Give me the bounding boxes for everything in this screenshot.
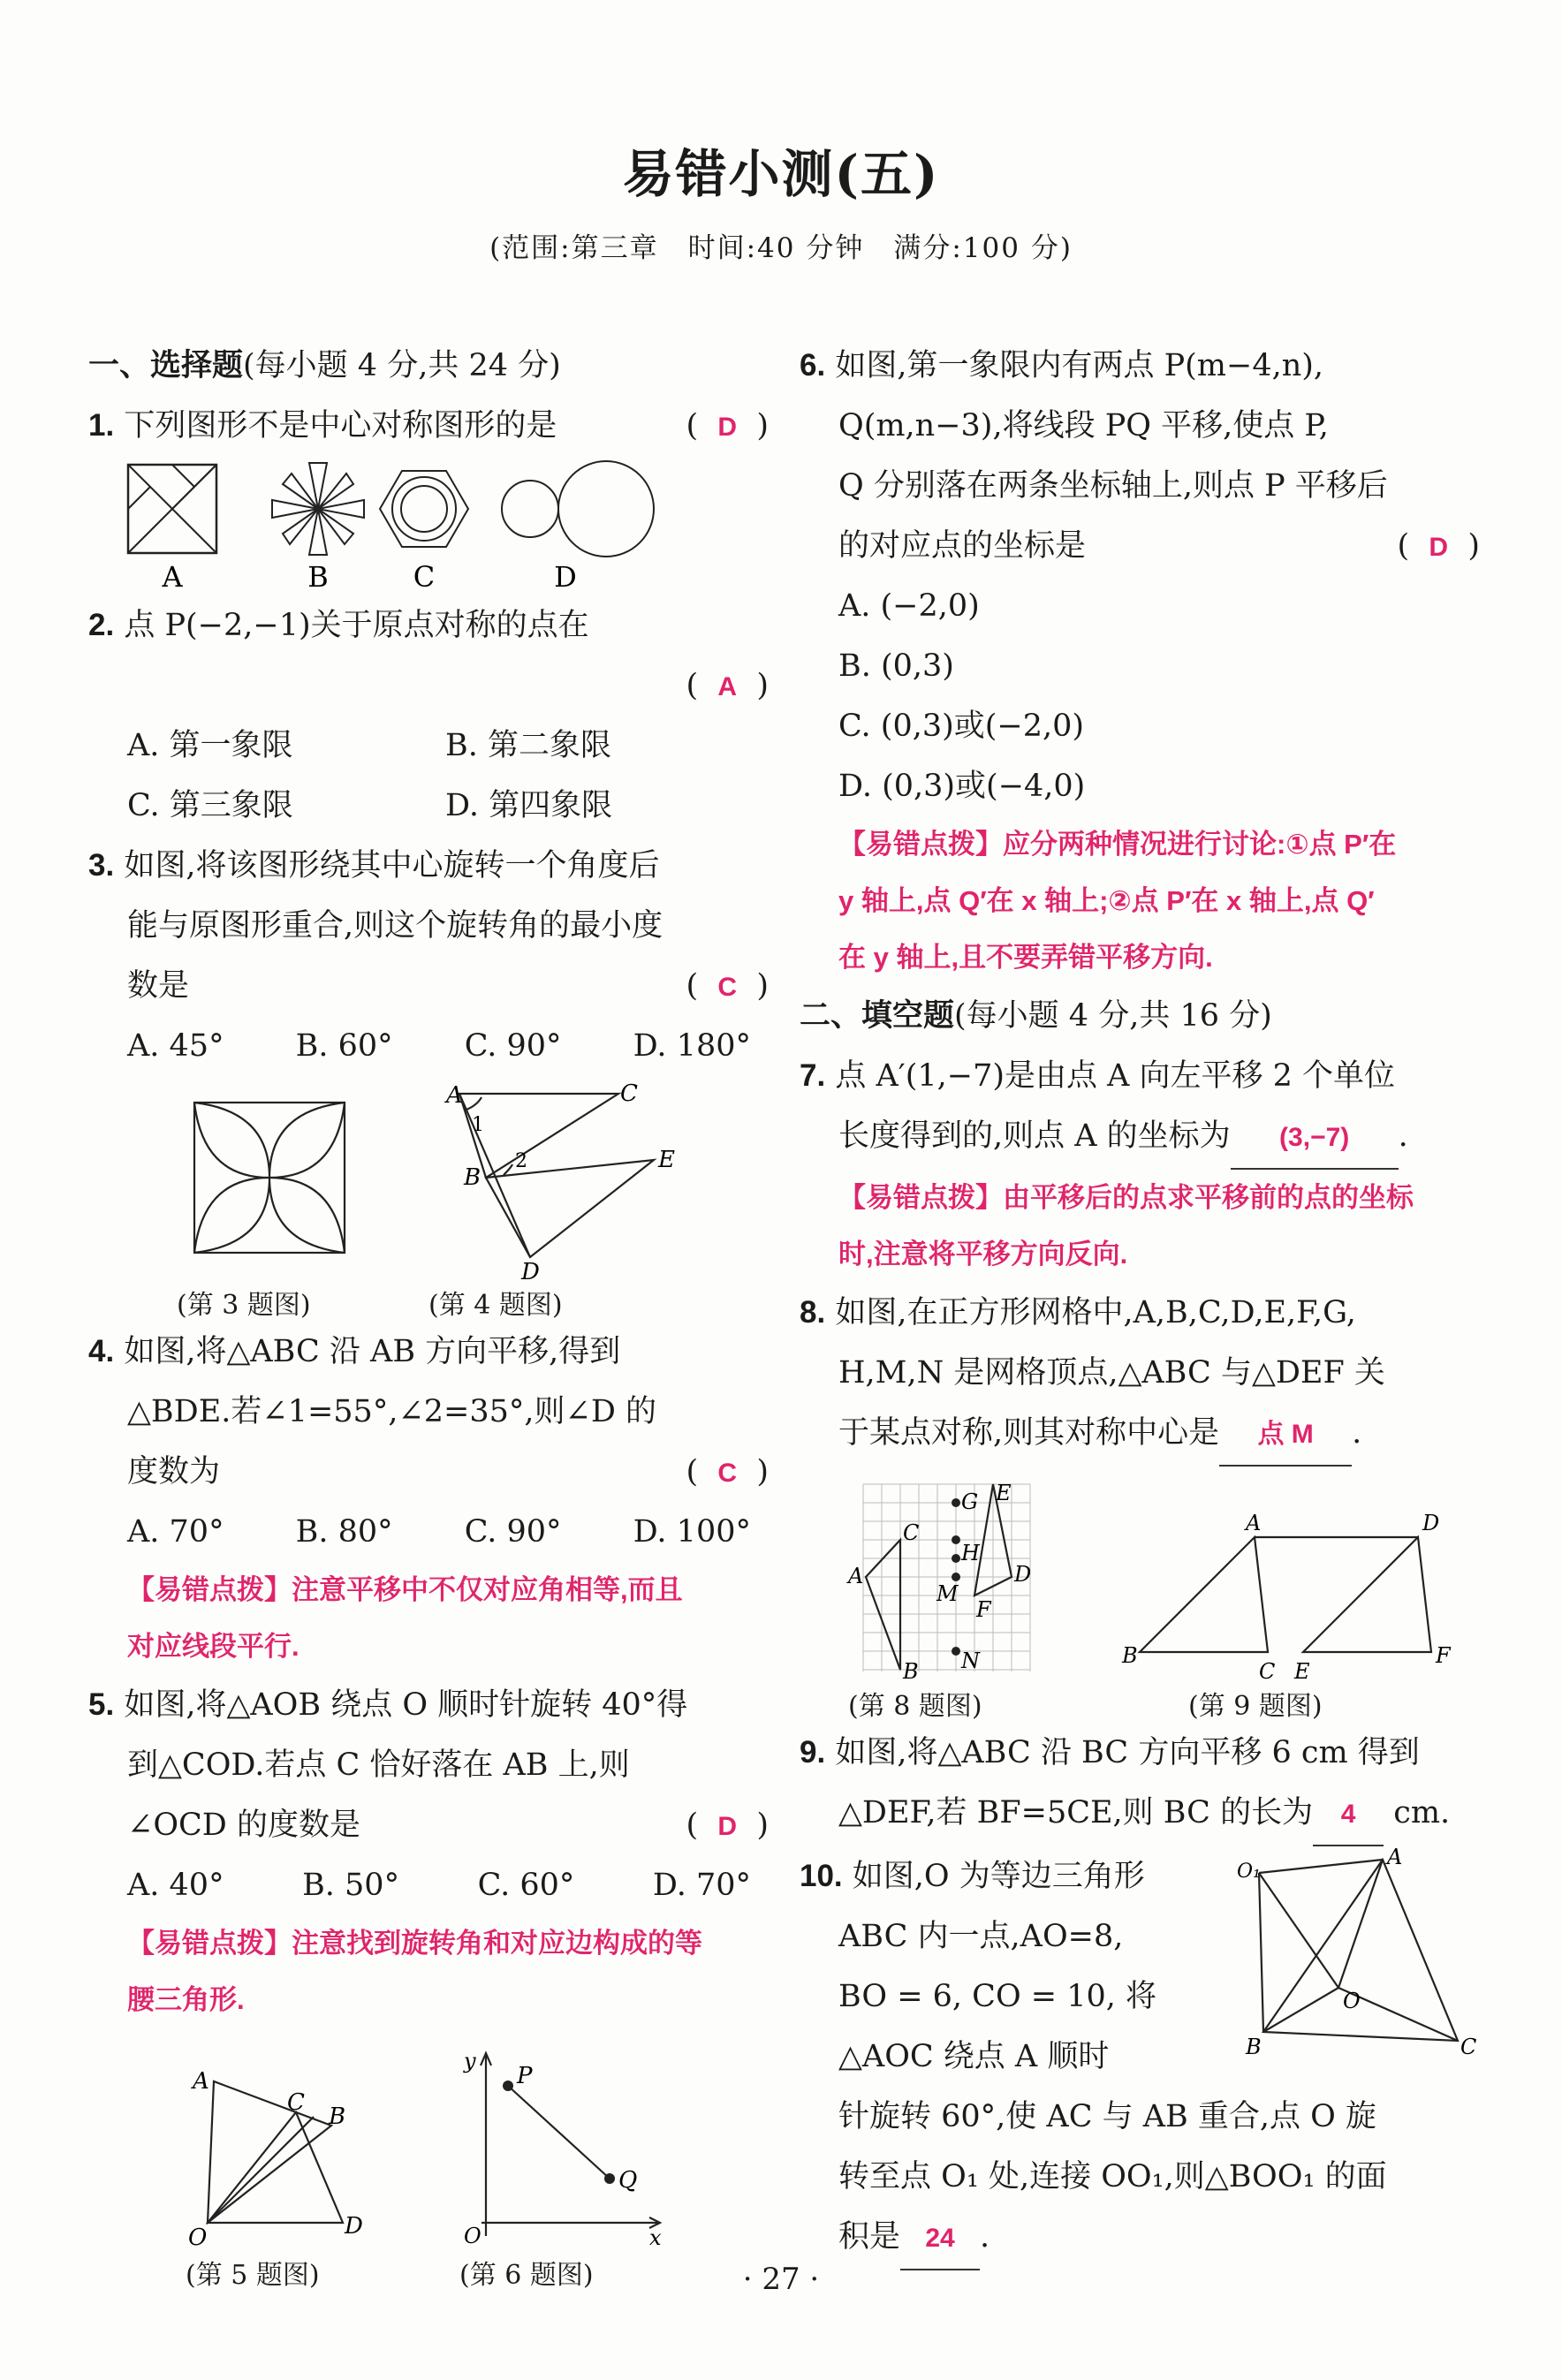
svg-text:D: D xyxy=(345,2213,363,2240)
svg-text:A: A xyxy=(193,2068,209,2095)
question-5: 5. 如图,将△AOB 绕点 O 顺时针旋转 40°得 xyxy=(88,1687,688,1723)
figure-d-two-circles xyxy=(502,461,654,557)
figure-b-windmill xyxy=(272,463,364,555)
svg-text:N: N xyxy=(961,1649,980,1673)
svg-text:C: C xyxy=(287,2089,305,2116)
q2-options-row1: A. 第一象限 B. 第二象限 xyxy=(127,728,611,763)
fig6-caption: (第 6 题图) xyxy=(459,2260,594,2291)
q9-answer: 4 xyxy=(1340,1800,1356,1829)
q3-q4-figures xyxy=(88,1076,769,1288)
figure-8-grid xyxy=(863,1484,1030,1671)
question-2: 2. 点 P(−2,−1)关于原点对称的点在 xyxy=(88,608,589,643)
figure-4-triangles xyxy=(459,1094,654,1257)
q8-answer: 点 M xyxy=(1257,1420,1314,1449)
q6-option-a: A. (−2,0) xyxy=(838,588,980,624)
q7-tip: 【易错点拨】由平移后的点求平移前的点的坐标 xyxy=(838,1182,1414,1213)
svg-text:A: A xyxy=(1387,1845,1403,1869)
q6-option-b: B. (0,3) xyxy=(838,648,954,684)
svg-text:y: y xyxy=(464,2049,476,2073)
q6-tip: 【易错点拨】应分两种情况进行讨论:①点 P′在 xyxy=(838,829,1397,860)
question-7: 7. 点 A′(1,−7)是由点 A 向左平移 2 个单位 xyxy=(800,1058,1396,1094)
q6-answer: D xyxy=(1429,533,1449,562)
figure-9-translation xyxy=(1140,1537,1431,1652)
q4-tip: 【易错点拨】注意平移中不仅对应角相等,而且 xyxy=(127,1574,683,1605)
svg-text:P: P xyxy=(517,2063,533,2089)
q5-answer: D xyxy=(717,1812,738,1841)
point-q xyxy=(604,2173,615,2184)
svg-text:A: A xyxy=(848,1564,864,1588)
figure-5-rotation xyxy=(208,2081,346,2223)
svg-text:B: B xyxy=(329,2103,346,2130)
fig4-caption: (第 4 题图) xyxy=(428,1290,563,1321)
svg-text:E: E xyxy=(658,1147,675,1173)
q2-options-row2: C. 第三象限 D. 第四象限 xyxy=(127,788,613,823)
svg-text:A: A xyxy=(1246,1511,1262,1535)
svg-text:B: B xyxy=(1246,2035,1262,2059)
q3-answer: C xyxy=(717,973,738,1002)
section-2-heading: 二、填空题(每小题 4 分,共 16 分) xyxy=(800,997,1272,1034)
q5-tip: 【易错点拨】注意找到旋转角和对应边构成的等 xyxy=(127,1928,702,1959)
q8-q9-figures xyxy=(800,1467,1480,1687)
point-p xyxy=(503,2081,513,2091)
svg-text:D: D xyxy=(1014,1562,1032,1587)
q4-options: A. 70° B. 80° C. 90° D. 100° xyxy=(127,1514,751,1550)
q1-figures xyxy=(88,456,769,588)
figure-c-hexagon-rings xyxy=(380,471,468,547)
svg-text:C: C xyxy=(620,1080,638,1107)
fig9-caption: (第 9 题图) xyxy=(1188,1691,1323,1722)
fig5-caption: (第 5 题图) xyxy=(186,2260,320,2291)
q2-answer: A xyxy=(717,672,738,701)
fig8-caption: (第 8 题图) xyxy=(848,1691,982,1722)
q3-options: A. 45° B. 60° C. 90° D. 180° xyxy=(127,1028,751,1064)
svg-text:2: 2 xyxy=(515,1150,527,1172)
page-number: · 27 · xyxy=(742,2262,820,2297)
q5-q6-figures xyxy=(88,2028,769,2249)
svg-text:D: D xyxy=(1422,1511,1440,1535)
section-1-heading: 一、选择题(每小题 4 分,共 24 分) xyxy=(88,347,561,383)
q1-label-a: A xyxy=(162,560,183,588)
right-column: 6. 如图,第一象限内有两点 P(m−4,n), Q(m,n−3),将线段 PQ 平移,使点 P, Q 分别落在两条坐标轴上,则点 P 平移后 的对应点的坐标是 ( D ) A. (−2,0) B. (0,3) C. (0,3)或(−2,0) D. (0,3)或(−4,0) 【易错点拨】应分两种情况进行讨论:①点 P′在 y 轴上,点 Q′在 x 轴上;②点 P′在 x 轴上,点 Q′ 在 y 轴上,且不要弄错平移方向. 二、填空题(每小题 4 分,共 16 分) 7. 点 A′(1,−7)是由点 A 向左平移 2 个单位 长度得到的,则点 A 的坐标为 (3,−7) . 【易错点拨】由平移后的点求平移前的点的坐标 时,注意将平移方向反向. 8. 如图,在正方形网格中,A,B,C,D,E,F,G, H,M,N 是网格顶点,△ABC 与△DEF 关 于某点对称,则其对称中心是 点 M . A B C D E F G H M N B A C E D F (第 8 题图) (第 9 题图) 9. 如图,将△ABC 沿 BC 方向平移 6 cm 得到 △DEF,若 BF=5CE,则 BC 的长为 4 cm. 10. 如图,O 为等边三角形 ABC 内一点,AO=8, BO = 6, CO = 10, 将 △AOC 绕点 A 顺时 A B C O O₁ 针旋转 60°,使 AC 与 AB 重合,点 O 旋 转至点 O₁ 处,连接 OO₁,则△BOO₁ 的面 积是 24 . xyxy=(800,336,1480,2270)
svg-text:O: O xyxy=(1343,1989,1361,2013)
question-4: 4. 如图,将△ABC 沿 AB 方向平移,得到 xyxy=(88,1334,621,1369)
question-10: 10. 如图,O 为等边三角形 ABC 内一点,AO=8, BO = 6, CO = 10, 将 △AOC 绕点 A 顺时 A B C O O₁ xyxy=(800,1846,1480,2087)
question-1: 1. 下列图形不是中心对称图形的是 ( D ) xyxy=(88,408,769,443)
figure-a-pinwheel-square xyxy=(128,465,216,553)
q10-answer: 24 xyxy=(925,2224,955,2253)
q1-label-b: B xyxy=(307,560,329,588)
page-title: 易错小测(五) xyxy=(622,144,940,204)
svg-text:F: F xyxy=(1436,1643,1451,1668)
fig3-caption: (第 3 题图) xyxy=(177,1290,311,1321)
page-subtitle: (范围:第三章 时间:40 分钟 满分:100 分) xyxy=(489,232,1073,264)
svg-text:C: C xyxy=(1259,1659,1276,1684)
q1-answer: D xyxy=(717,413,738,442)
svg-text:E: E xyxy=(1294,1659,1310,1684)
question-8: 8. 如图,在正方形网格中,A,B,C,D,E,F,G, xyxy=(800,1295,1356,1330)
question-3: 3. 如图,将该图形绕其中心旋转一个角度后 xyxy=(88,848,660,883)
question-6: 6. 如图,第一象限内有两点 P(m−4,n), xyxy=(800,348,1324,383)
svg-text:O: O xyxy=(464,2224,481,2248)
svg-text:B: B xyxy=(903,1659,919,1684)
q7-answer: (3,−7) xyxy=(1279,1123,1350,1152)
q6-option-d: D. (0,3)或(−4,0) xyxy=(838,769,1086,804)
svg-text:O: O xyxy=(188,2225,208,2249)
svg-text:C: C xyxy=(1460,2035,1477,2059)
svg-text:M: M xyxy=(936,1581,959,1606)
svg-text:B: B xyxy=(1122,1643,1138,1668)
left-column: 一、选择题(每小题 4 分,共 24 分) 1. 下列图形不是中心对称图形的是 ( D ) A B C D 2. 点 P(−2,−1)关于原点对称的点在 ( A ) A. 第一象限 B. 第二象限 C. 第三象限 D. 第四象限 3. 如图,将该图形绕其中心旋转一个角度后 能与原图形重合,则这个旋转角的最小度 数是 ( C ) A. 45° B. 60° C. 90° D. 180° A C B E D 1 2 (第 3 题图) (第 4 题图) 4. 如图,将△ABC 沿 AB 方向平移,得到 △BDE.若∠1=55°,∠2=35°,则∠D 的 度数为 ( C ) A. 70° B. 80° C. 90° D. 100° 【易错点拨】注意平移中不仅对应角相等,而且 对应线段平行. 5. 如图,将△AOB 绕点 O 顺时针旋转 40°得 到△COD.若点 C 恰好落在 AB 上,则 ∠OCD 的度数是 ( D ) A. 40° B. 50° C. 60° D. 70° 【易错点拨】注意找到旋转角和对应边构成的等 腰三角形. A C B D O y x O P Q (第 5 题图) (第 6 题图) xyxy=(88,336,769,2292)
question-9: 9. 如图,将△ABC 沿 BC 方向平移 6 cm 得到 xyxy=(800,1735,1420,1770)
svg-text:D: D xyxy=(521,1259,540,1285)
q5-options: A. 40° B. 50° C. 60° D. 70° xyxy=(127,1868,751,1903)
svg-text:Q: Q xyxy=(618,2167,638,2194)
figure-10 xyxy=(1232,1842,1480,2072)
svg-text:O₁: O₁ xyxy=(1237,1861,1261,1883)
q6-option-c: C. (0,3)或(−2,0) xyxy=(838,709,1085,744)
q1-label-c: C xyxy=(413,560,436,588)
figure-3-flower-square xyxy=(194,1103,345,1253)
svg-text:H: H xyxy=(961,1541,980,1565)
svg-text:C: C xyxy=(903,1520,920,1545)
svg-text:1: 1 xyxy=(472,1114,484,1136)
q4-answer: C xyxy=(717,1459,738,1488)
q1-label-d: D xyxy=(554,560,577,588)
svg-text:B: B xyxy=(464,1164,481,1191)
svg-text:x: x xyxy=(649,2225,662,2249)
svg-text:G: G xyxy=(961,1489,979,1514)
svg-text:E: E xyxy=(996,1481,1012,1505)
svg-text:A: A xyxy=(446,1082,463,1109)
svg-text:F: F xyxy=(976,1597,991,1622)
